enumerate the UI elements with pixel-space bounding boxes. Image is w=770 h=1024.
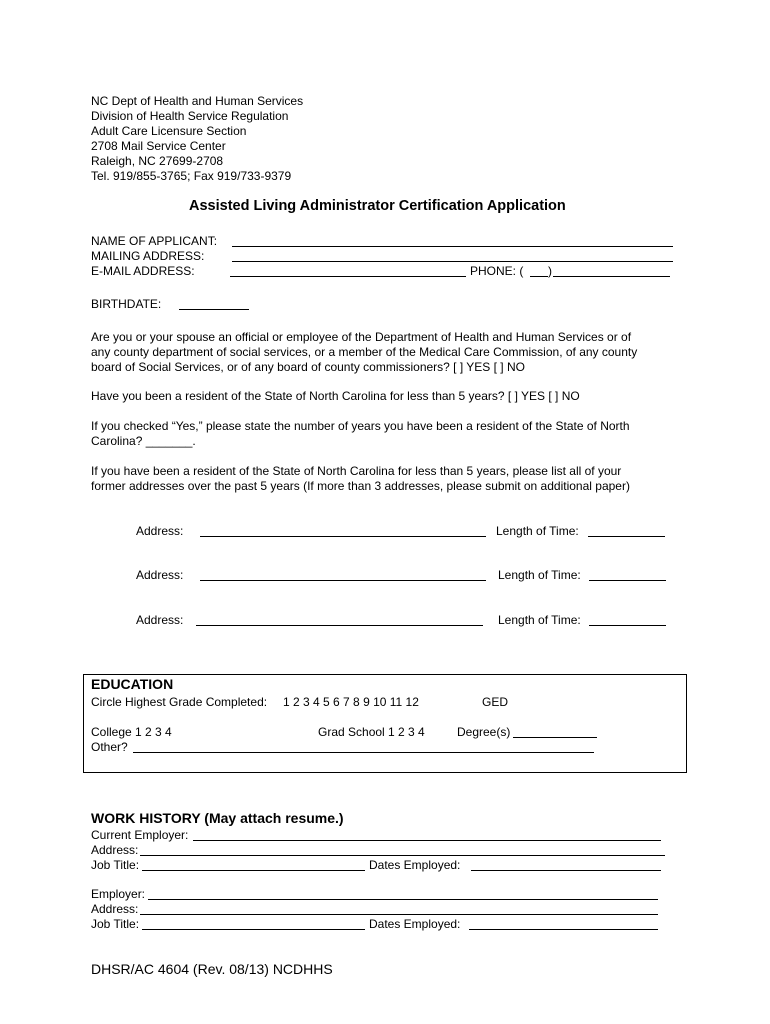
address-3-field[interactable] bbox=[196, 625, 483, 626]
email-label: E-MAIL ADDRESS: bbox=[91, 264, 195, 278]
current-job-title-label: Job Title: bbox=[91, 858, 140, 872]
birthdate-field[interactable] bbox=[179, 309, 249, 310]
employer-field[interactable] bbox=[148, 899, 658, 900]
phone-close-paren: ) bbox=[548, 264, 552, 278]
employer-dates-field[interactable] bbox=[469, 929, 658, 930]
length-2-label: Length of Time: bbox=[498, 568, 581, 582]
grad-school-options[interactable]: Grad School 1 2 3 4 bbox=[318, 725, 425, 739]
phone-area-code-field[interactable] bbox=[530, 276, 548, 277]
official-question-line1: Are you or your spouse an official or employee of the Department of Health and Human Services or of bbox=[91, 330, 632, 344]
address-1-label: Address: bbox=[136, 524, 184, 538]
former-addresses-line2: former addresses over the past 5 years (If more than 3 addresses, please submit on additional paper) bbox=[91, 479, 630, 493]
page-title: Assisted Living Administrator Certification Application bbox=[189, 198, 566, 214]
degree-label: Degree(s) bbox=[457, 725, 511, 739]
grade-options[interactable]: 1 2 3 4 5 6 7 8 9 10 11 12 bbox=[283, 695, 419, 709]
resident-question[interactable]: Have you been a resident of the State of North Carolina for less than 5 years? [ ] YES [ ] NO bbox=[91, 389, 580, 403]
current-job-title-field[interactable] bbox=[142, 870, 365, 871]
employer-job-title-label: Job Title: bbox=[91, 917, 140, 931]
other-label: Other? bbox=[91, 740, 128, 754]
length-3-label: Length of Time: bbox=[498, 613, 581, 627]
agency-name: NC Dept of Health and Human Services bbox=[91, 94, 304, 108]
agency-division: Division of Health Service Regulation bbox=[91, 109, 289, 123]
agency-section: Adult Care Licensure Section bbox=[91, 124, 247, 138]
college-options[interactable]: College 1 2 3 4 bbox=[91, 725, 172, 739]
employer-job-title-field[interactable] bbox=[142, 929, 365, 930]
phone-label: PHONE: ( bbox=[470, 264, 524, 278]
official-question-line3[interactable]: board of Social Services, or of any board of county commissioners? [ ] YES [ ] NO bbox=[91, 360, 525, 374]
employer-label: Employer: bbox=[91, 887, 146, 901]
degree-field[interactable] bbox=[513, 737, 597, 738]
grade-label: Circle Highest Grade Completed: bbox=[91, 695, 268, 709]
current-address-label: Address: bbox=[91, 843, 139, 857]
education-heading: EDUCATION bbox=[91, 676, 174, 692]
employer-address-field[interactable] bbox=[140, 914, 658, 915]
address-2-field[interactable] bbox=[200, 580, 486, 581]
agency-mail-center: 2708 Mail Service Center bbox=[91, 139, 226, 153]
current-employer-field[interactable] bbox=[193, 840, 661, 841]
birthdate-label: BIRTHDATE: bbox=[91, 297, 162, 311]
years-question-line2[interactable]: Carolina? _______. bbox=[91, 434, 196, 448]
other-field[interactable] bbox=[133, 752, 594, 753]
work-history-heading: WORK HISTORY (May attach resume.) bbox=[91, 810, 344, 826]
employer-address-label: Address: bbox=[91, 902, 139, 916]
ged-option[interactable]: GED bbox=[482, 695, 509, 709]
education-box bbox=[83, 674, 687, 773]
years-question-line1: If you checked “Yes,” please state the number of years you have been a resident of the State of North bbox=[91, 419, 630, 433]
form-number-footer: DHSR/AC 4604 (Rev. 08/13) NCDHHS bbox=[91, 961, 333, 977]
email-field[interactable] bbox=[230, 276, 466, 277]
current-dates-field[interactable] bbox=[471, 870, 661, 871]
current-dates-label: Dates Employed: bbox=[369, 858, 461, 872]
current-employer-label: Current Employer: bbox=[91, 828, 189, 842]
address-2-label: Address: bbox=[136, 568, 184, 582]
length-3-field[interactable] bbox=[589, 625, 666, 626]
agency-city: Raleigh, NC 27699-2708 bbox=[91, 154, 224, 168]
length-1-label: Length of Time: bbox=[496, 524, 579, 538]
address-1-field[interactable] bbox=[200, 536, 486, 537]
length-2-field[interactable] bbox=[589, 580, 666, 581]
name-field[interactable] bbox=[232, 246, 673, 247]
employer-dates-label: Dates Employed: bbox=[369, 917, 461, 931]
name-label: NAME OF APPLICANT: bbox=[91, 234, 218, 248]
agency-phone-fax: Tel. 919/855-3765; Fax 919/733-9379 bbox=[91, 169, 292, 183]
address-3-label: Address: bbox=[136, 613, 184, 627]
mailing-label: MAILING ADDRESS: bbox=[91, 249, 205, 263]
phone-field[interactable] bbox=[553, 276, 670, 277]
current-address-field[interactable] bbox=[140, 855, 665, 856]
former-addresses-line1: If you have been a resident of the State of North Carolina for less than 5 years, please list all of your bbox=[91, 464, 622, 478]
mailing-field[interactable] bbox=[232, 261, 673, 262]
official-question-line2: any county department of social services, or a member of the Medical Care Commission, of any county bbox=[91, 345, 638, 359]
length-1-field[interactable] bbox=[588, 536, 665, 537]
